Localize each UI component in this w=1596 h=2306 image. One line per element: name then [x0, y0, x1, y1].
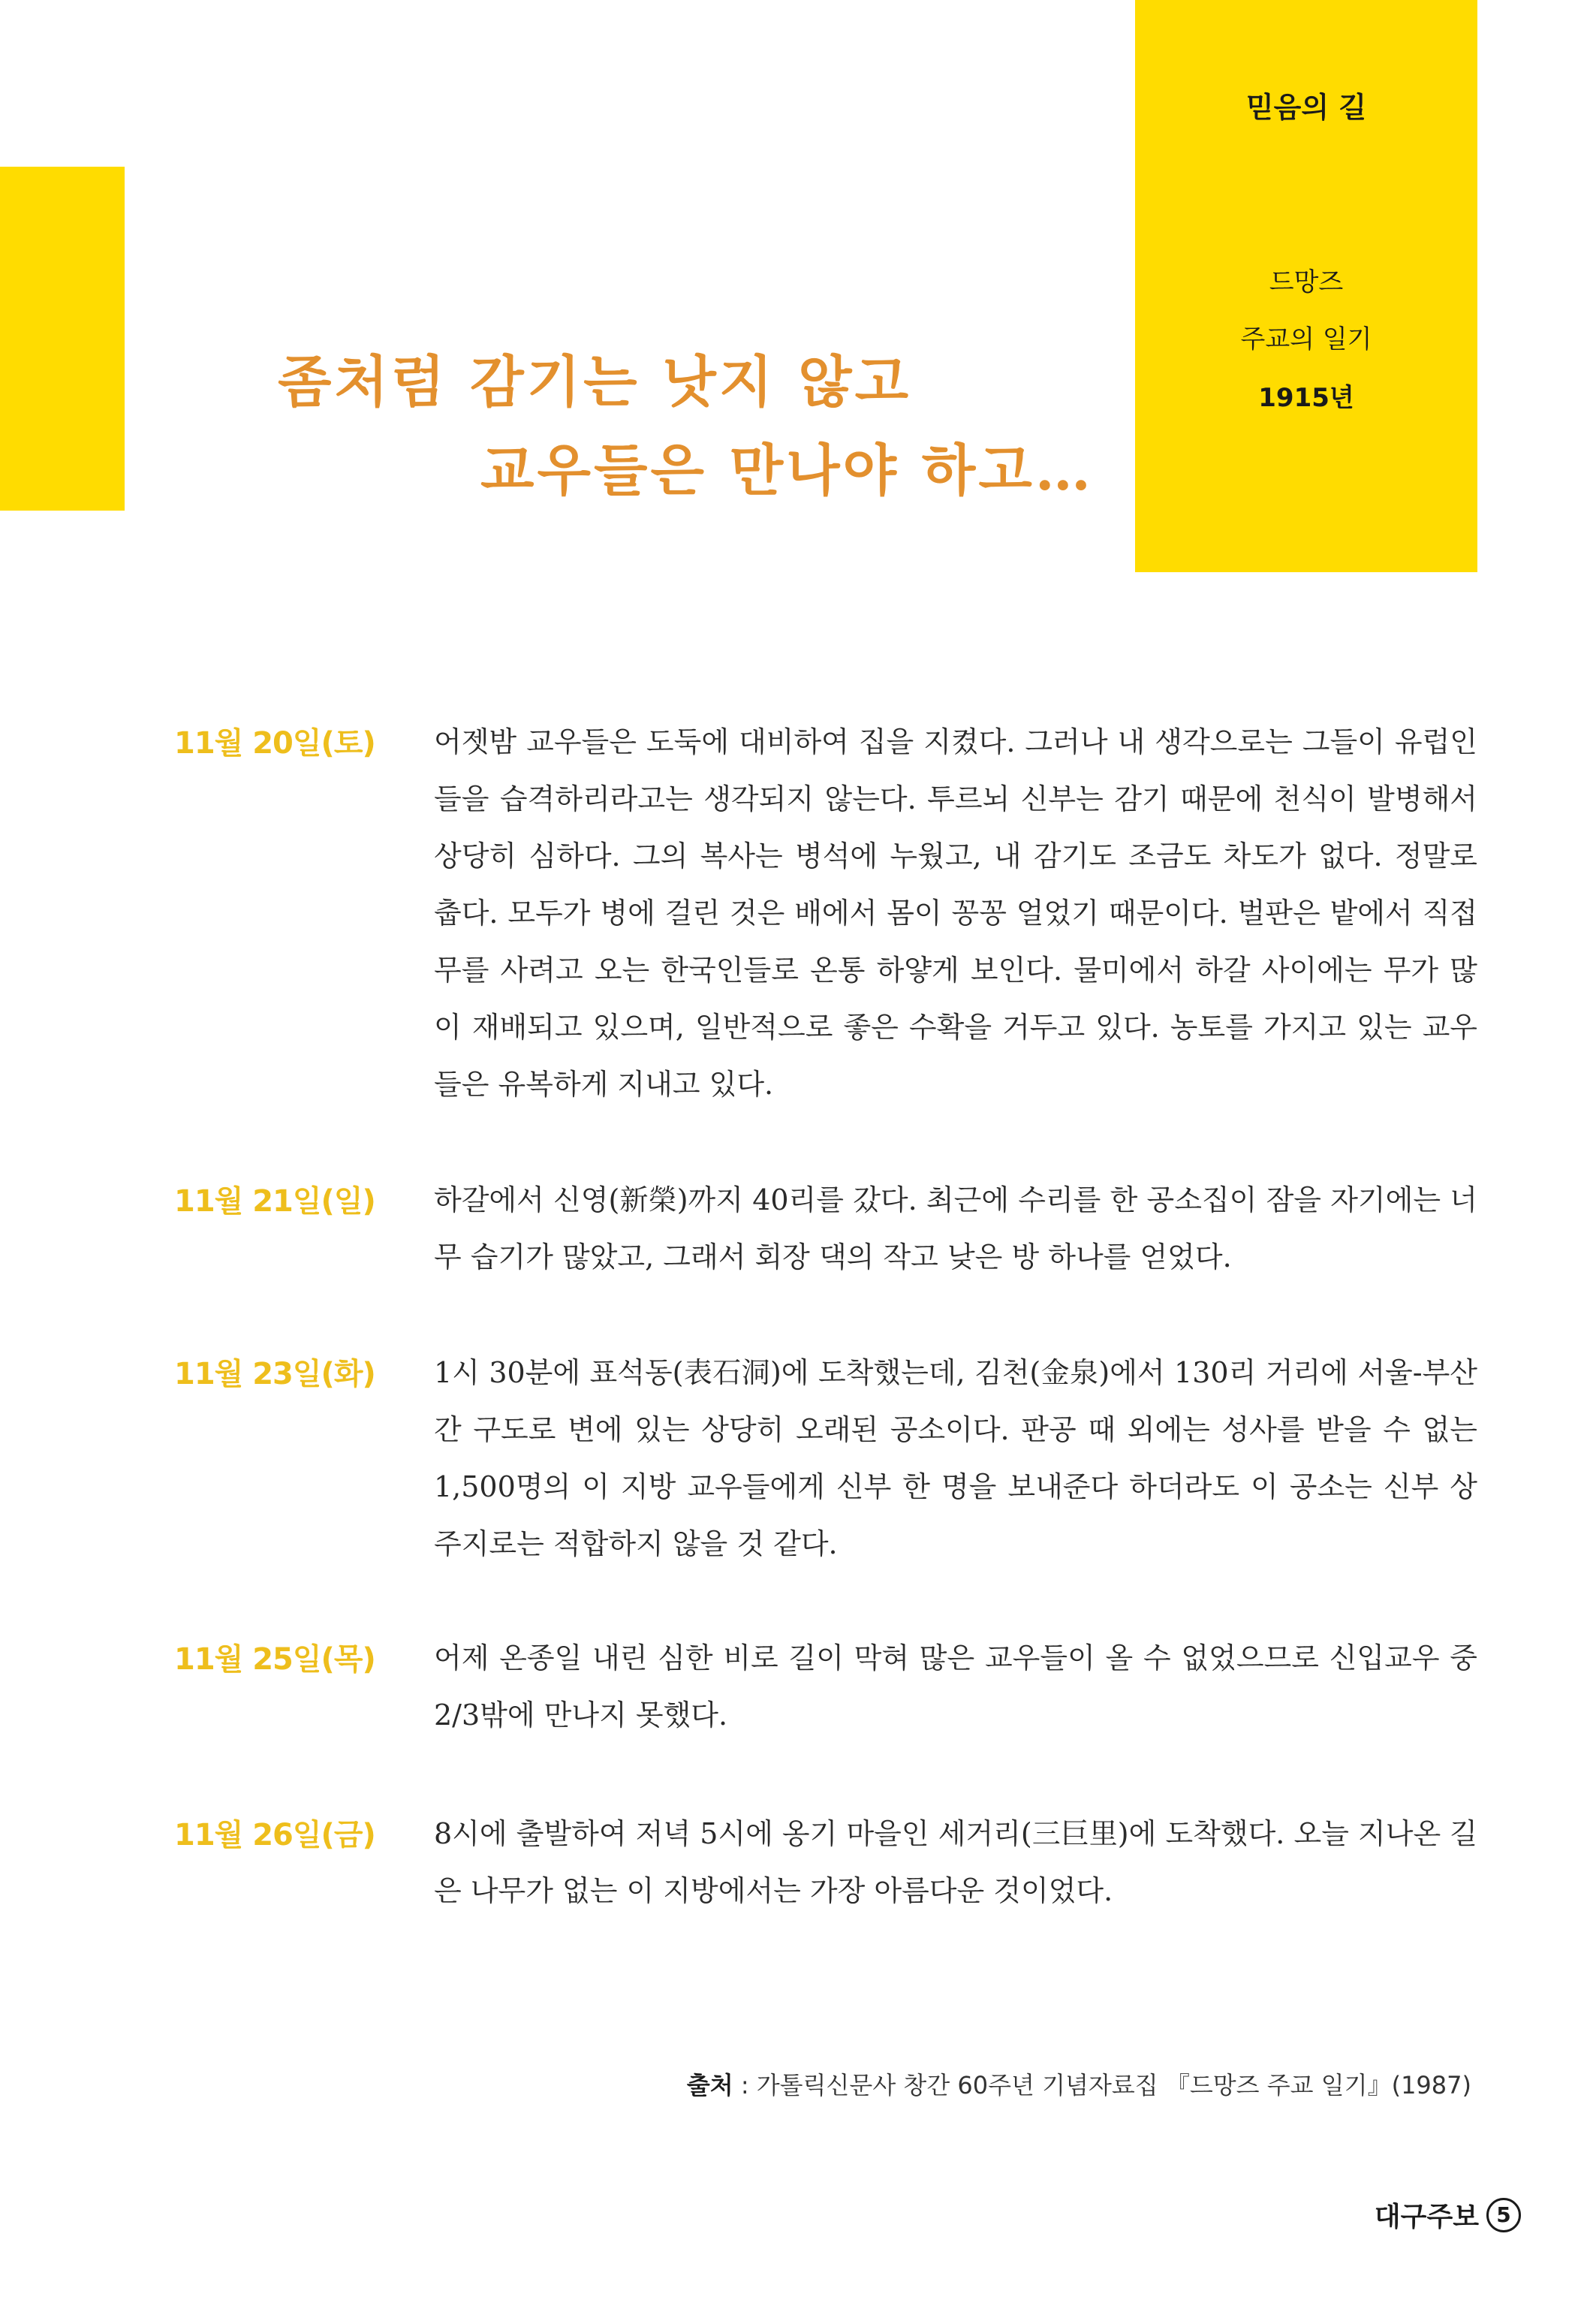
- header-box: [1135, 0, 1477, 572]
- page-number: 5: [1486, 2198, 1521, 2232]
- entry-text: 어제 온종일 내린 심한 비로 길이 막혀 많은 교우들이 올 수 없었으므로 신입교우 중 2/3밖에 만나지 못했다.: [434, 1641, 1477, 1732]
- entry-date: 11월 20일(토): [174, 726, 375, 761]
- entry-date: 11월 25일(목): [174, 1642, 375, 1677]
- headline-line-2: 교우들은 만나야 하고…: [480, 439, 1094, 503]
- series-name: 드망즈: [1269, 267, 1344, 297]
- entry-date: 11월 26일(금): [174, 1818, 375, 1852]
- entry-text: 하갈에서 신영(新榮)까지 40리를 갔다. 최근에 수리를 한 공소집이 잠을 자기에는 너무 습기가 많았고, 그래서 회장 댁의 작고 낮은 방 하나를 얻었다.: [434, 1183, 1477, 1274]
- entry-date: 11월 23일(화): [174, 1357, 375, 1391]
- headline-line-1: 좀처럼 감기는 낫지 않고: [278, 350, 912, 414]
- series-subtitle: 주교의 일기: [1240, 324, 1372, 354]
- entry-text: 8시에 출발하여 저녁 5시에 옹기 마을인 세거리(三巨里)에 도착했다. 오늘 지나온 길은 나무가 없는 이 지방에서는 가장 아름다운 것이었다.: [434, 1817, 1477, 1907]
- left-accent-bar: [0, 167, 125, 511]
- entry-date: 11월 21일(일): [174, 1184, 375, 1219]
- series-year: 1915년: [1258, 383, 1354, 413]
- entry-text: 1시 30분에 표석동(表石洞)에 도착했는데, 김천(金泉)에서 130리 거리에 서울-부산 간 구도로 변에 있는 상당히 오래된 공소이다. 판공 때 외에는 성사를 받을 수 없는 1,500명의 이 지방 교우들에게 신부 한 명을 보내준다 하더라도 이 공소는 신부 상주지로는 적합하지 않을 것 같다.: [434, 1356, 1477, 1560]
- section-title: 믿음의 길: [1245, 91, 1367, 124]
- entry-text: 어젯밤 교우들은 도둑에 대비하여 집을 지켰다. 그러나 내 생각으로는 그들이 유럽인들을 습격하리라고는 생각되지 않는다. 투르뇌 신부는 감기 때문에 천식이 발병해서 상당히 심하다. 그의 복사는 병석에 누웠고, 내 감기도 조금도 차도가 없다. 정말로 춥다. 모두가 병에 걸린 것은 배에서 몸이 꽁꽁 얼었기 때문이다. 벌판은 밭에서 직접 무를 사려고 오는 한국인들로 온통 하얗게 보인다. 물미에서 하갈 사이에는 무가 많이 재배되고 있으며, 일반적으로 좋은 수확을 거두고 있다. 농토를 가지고 있는 교우들은 유복하게 지내고 있다.: [434, 725, 1477, 1101]
- publication-name: 대구주보: [1374, 2202, 1479, 2232]
- page-footer: [1375, 2196, 1521, 2234]
- source-label: 출처: [686, 2071, 733, 2100]
- source-citation: [687, 2066, 1471, 2101]
- source-text: : 가톨릭신문사 창간 60주년 기념자료집 『드망즈 주교 일기』(1987): [733, 2071, 1471, 2100]
